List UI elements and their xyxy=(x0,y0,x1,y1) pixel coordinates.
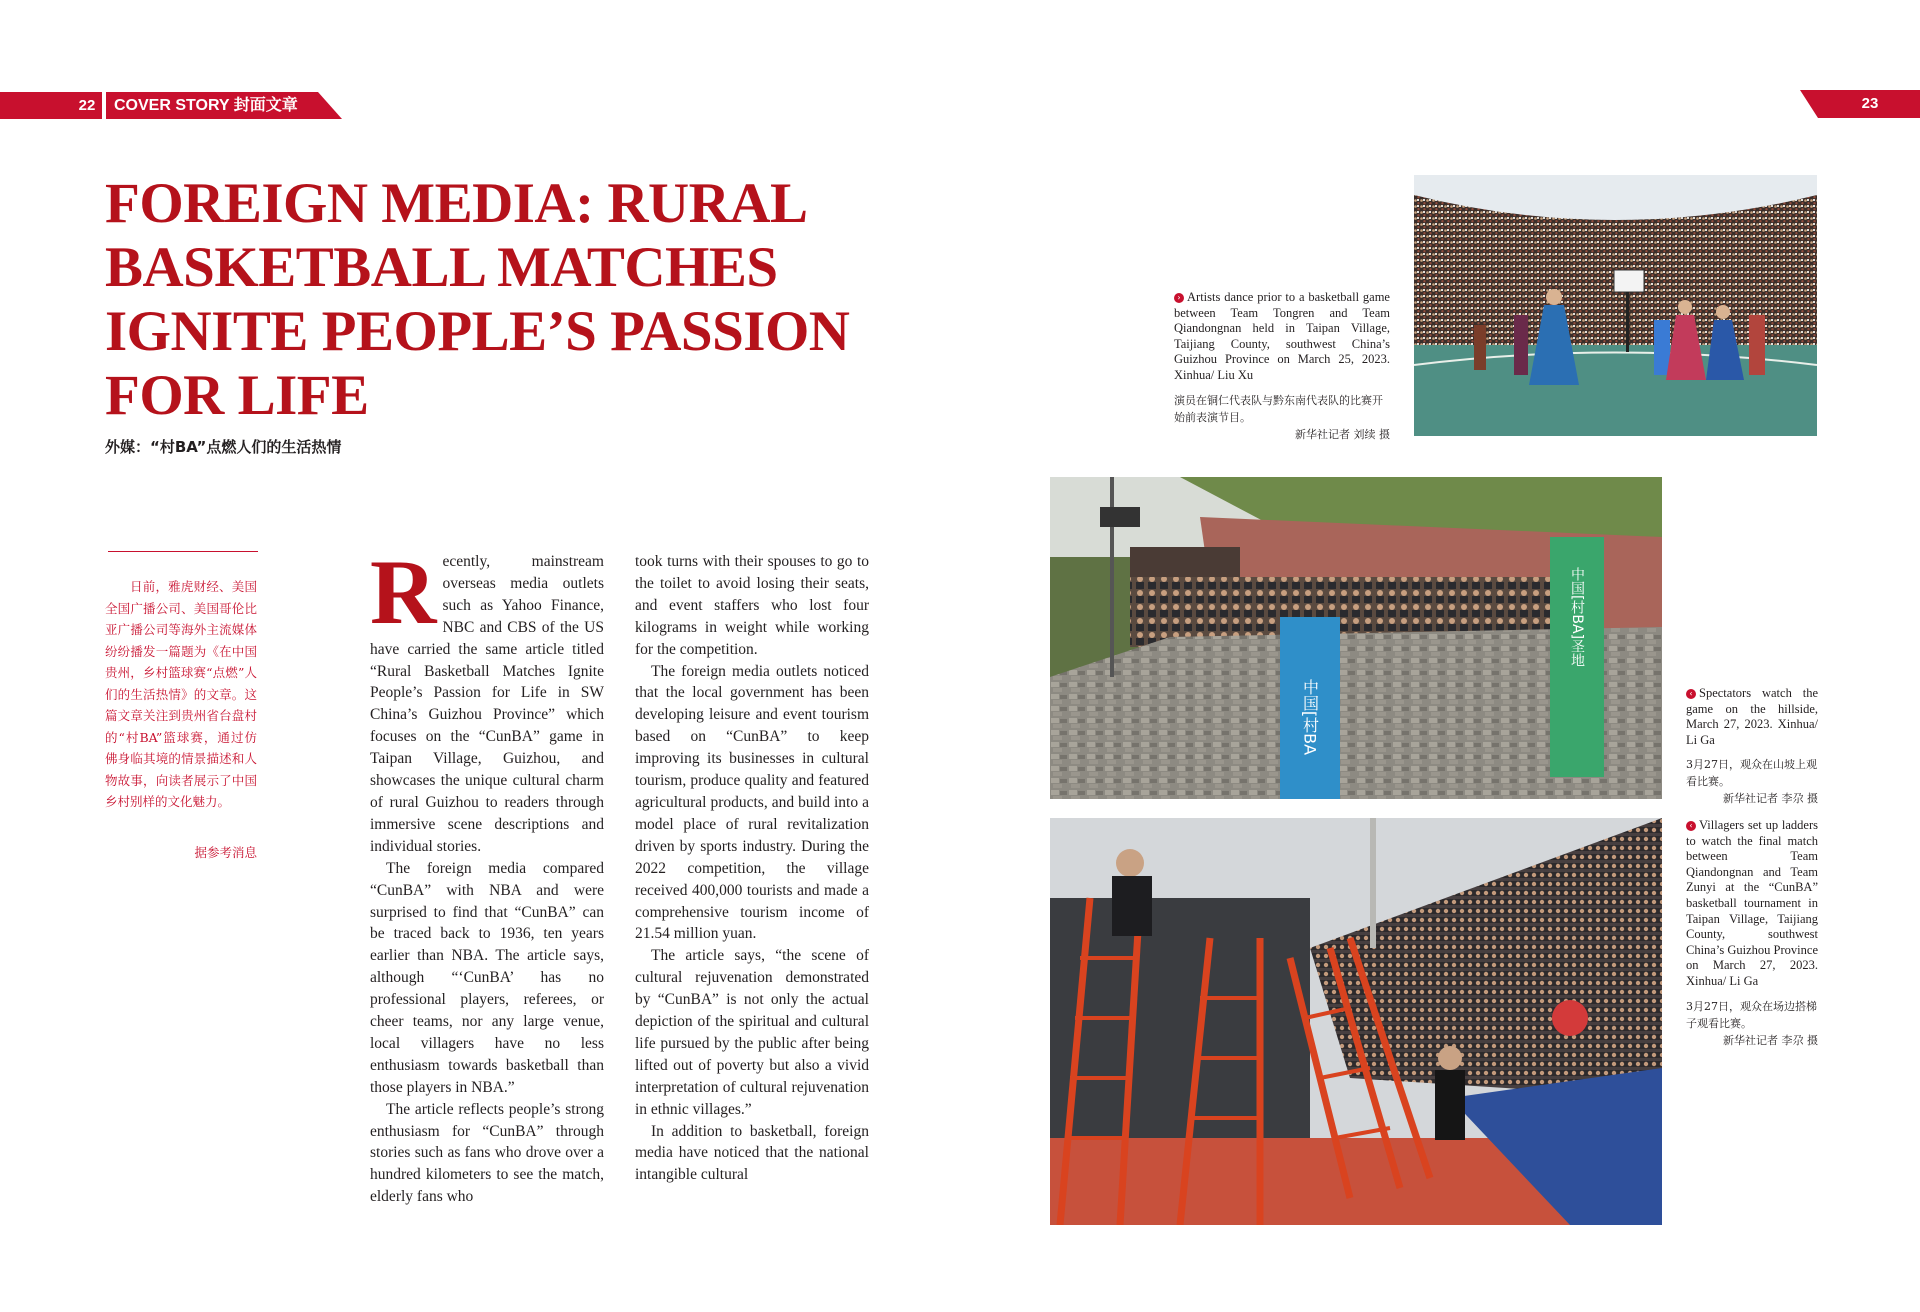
arrow-icon: ‹ xyxy=(1686,689,1696,699)
caption-en-text: Villagers set up ladders to watch the final match between Team Qiandongnan and Team Zunyi at the “CunBA” basketball tournament in Taipan Village, Taijiang County, southwest China’s Guizhou Province on March 27, 2023. Xinhua/ Li Ga xyxy=(1686,818,1818,988)
caption-photo-3 xyxy=(1686,818,1818,1049)
body-paragraph: The article reflects people’s strong enthusiasm for “CunBA” through stories such as fans who drove over a hundred kilometers to see the match, elderly fans who xyxy=(370,1100,604,1206)
caption-credit: 新华社记者 刘续 摄 xyxy=(1295,427,1390,441)
article-headline: FOREIGN MEDIA: RURAL BASKETBALL MATCHES IGNITE PEOPLE’S PASSION FOR LIFE xyxy=(105,172,850,427)
banner-right-text: 中国[村BA]圣地 xyxy=(1569,566,1585,668)
drop-cap: R xyxy=(370,541,437,643)
abstract-text: 日前，雅虎财经、美国全国广播公司、美国哥伦比亚广播公司等海外主流媒体纷纷播发一篇题为《在中国贵州，乡村篮球赛“点燃”人们的生活热情》的文章。这篇文章关注到贵州省台盘村的“村BA”篮球赛，通过仿佛身临其境的情景描述和人物故事，向读者展示了中国乡村别样的文化魅力。 xyxy=(105,579,257,809)
caption-en-text: Artists dance prior to a basketball game between Team Tongren and Team Qiandongnan held in Taipan Village, Taijiang County, southwest China’s Guizhou Province on March 25, 2023. Xinhua/ Liu Xu xyxy=(1174,290,1390,382)
body-paragraph: The article says, “the scene of cultural rejuvenation demonstrated by “CunBA” is not only the actual depiction of the spiritual and cultural life pursued by the public after being lifted out of poverty but also a vivid interpretation of cultural rejuvenation in ethnic villages.” xyxy=(635,947,869,1118)
page-number-left: 22 xyxy=(78,97,96,114)
photo-hillside-spectators xyxy=(1050,477,1662,799)
body-paragraph xyxy=(370,541,604,858)
body-paragraph: In addition to basketball, foreign media have noticed that the national intangible cultural xyxy=(635,1122,869,1184)
caption-zh: 3月27日，观众在场边搭梯子观看比赛。 xyxy=(1686,999,1817,1030)
caption-en xyxy=(1686,686,1818,748)
photo-dance-performance xyxy=(1414,175,1817,436)
caption-en xyxy=(1686,818,1818,990)
paragraph-text: ecently, mainstream overseas media outlets such as Yahoo Finance, NBC and CBS of the US have carried the same article titled “Rural Basketball Matches Ignite People’s Passion for Life in SW China’s Guizhou Province” which focuses on the “CunBA” game in Taipan Village, Guizhou, and showcases the unique cultural charm of rural Guizhou to readers through immersive scene descriptions and individual stories. xyxy=(370,553,604,855)
caption-credit: 新华社记者 李尕 摄 xyxy=(1723,1033,1818,1047)
abstract-divider xyxy=(108,551,258,552)
section-label: COVER STORY 封面文章 xyxy=(114,97,298,114)
body-paragraph: The foreign media outlets noticed that the local government has been developing leisure and event tourism based on “CunBA” to keep improving its businesses in cultural tourism, produce quality and featured agricultural products, and build into a model place of rural revitalization driven by sports industry. During the 2022 competition, the village received 400,000 tourists and made a comprehensive tourism income of 21.54 million yuan. xyxy=(635,662,869,943)
abstract-source: 据参考消息 xyxy=(194,845,257,860)
caption-zh: 演员在铜仁代表队与黔东南代表队的比赛开始前表演节目。 xyxy=(1174,393,1383,424)
banner-left-text: 中国[村BA xyxy=(1300,678,1320,756)
caption-en-text: Spectators watch the game on the hillside, March 27, 2023. Xinhua/ Li Ga xyxy=(1686,686,1818,747)
caption-photo-1 xyxy=(1174,290,1390,443)
caption-credit: 新华社记者 李尕 摄 xyxy=(1723,792,1818,806)
arrow-icon: › xyxy=(1174,293,1184,303)
page-number-right: 23 xyxy=(1861,95,1879,112)
body-paragraph: took turns with their spouses to go to the toilet to avoid losing their seats, and event staffers who lost four kilograms in weight while working for the competition. xyxy=(635,553,869,658)
article-subhead: 外媒：“村BA”点燃人们的生活热情 xyxy=(105,438,342,456)
body-paragraph: The foreign media compared “CunBA” with NBA and were surprised to find that “CunBA” can be traced back to 1936, ten years earlier than NBA. The article says, although “‘CunBA’ has no professional players, referees, or cheer teams, nor any large venue, local villagers have no less enthusiasm towards basketball than those players in NBA.” xyxy=(370,859,604,1096)
caption-photo-2 xyxy=(1686,686,1818,807)
arrow-icon: ‹ xyxy=(1686,821,1696,831)
caption-en xyxy=(1174,290,1390,384)
body-column-2 xyxy=(635,551,869,1186)
photo-ladder-spectators xyxy=(1050,818,1662,1225)
body-column-1 xyxy=(370,541,604,1208)
caption-zh: 3月27日，观众在山坡上观看比赛。 xyxy=(1686,758,1817,789)
